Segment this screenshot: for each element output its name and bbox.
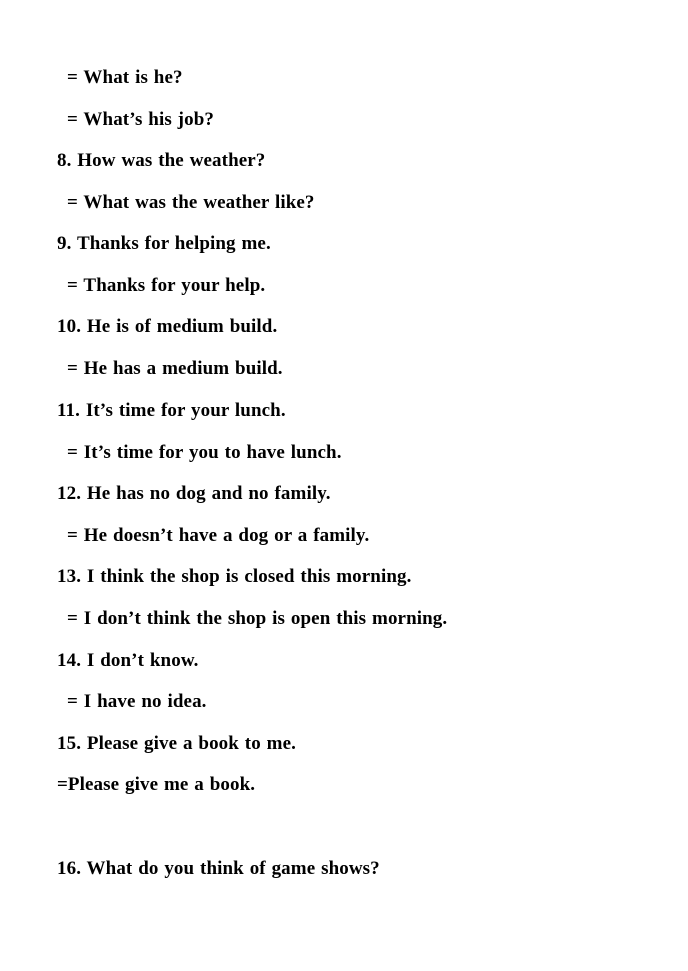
- text-line: = He has a medium build.: [67, 358, 283, 379]
- text-line: = I don’t think the shop is open this morning.: [67, 608, 448, 629]
- text-line: 11. It’s time for your lunch.: [57, 400, 286, 421]
- text-line: = What is he?: [67, 67, 183, 88]
- text-line: 12. He has no dog and no family.: [57, 483, 331, 504]
- text-line: 15. Please give a book to me.: [57, 733, 296, 754]
- text-line: 10. He is of medium build.: [57, 316, 278, 337]
- text-line: = I have no idea.: [67, 691, 207, 712]
- text-line: = It’s time for you to have lunch.: [67, 442, 342, 463]
- text-line: 8. How was the weather?: [57, 150, 266, 171]
- text-line: = What was the weather like?: [67, 192, 315, 213]
- text-line: 14. I don’t know.: [57, 650, 199, 671]
- text-line: = Thanks for your help.: [67, 275, 266, 296]
- text-line: = He doesn’t have a dog or a family.: [67, 525, 370, 546]
- text-line: = What’s his job?: [67, 109, 214, 130]
- text-line: 13. I think the shop is closed this morning.: [57, 566, 412, 587]
- text-line: 9. Thanks for helping me.: [57, 233, 271, 254]
- text-line: =Please give me a book.: [57, 774, 256, 795]
- text-line: 16. What do you think of game shows?: [57, 858, 380, 879]
